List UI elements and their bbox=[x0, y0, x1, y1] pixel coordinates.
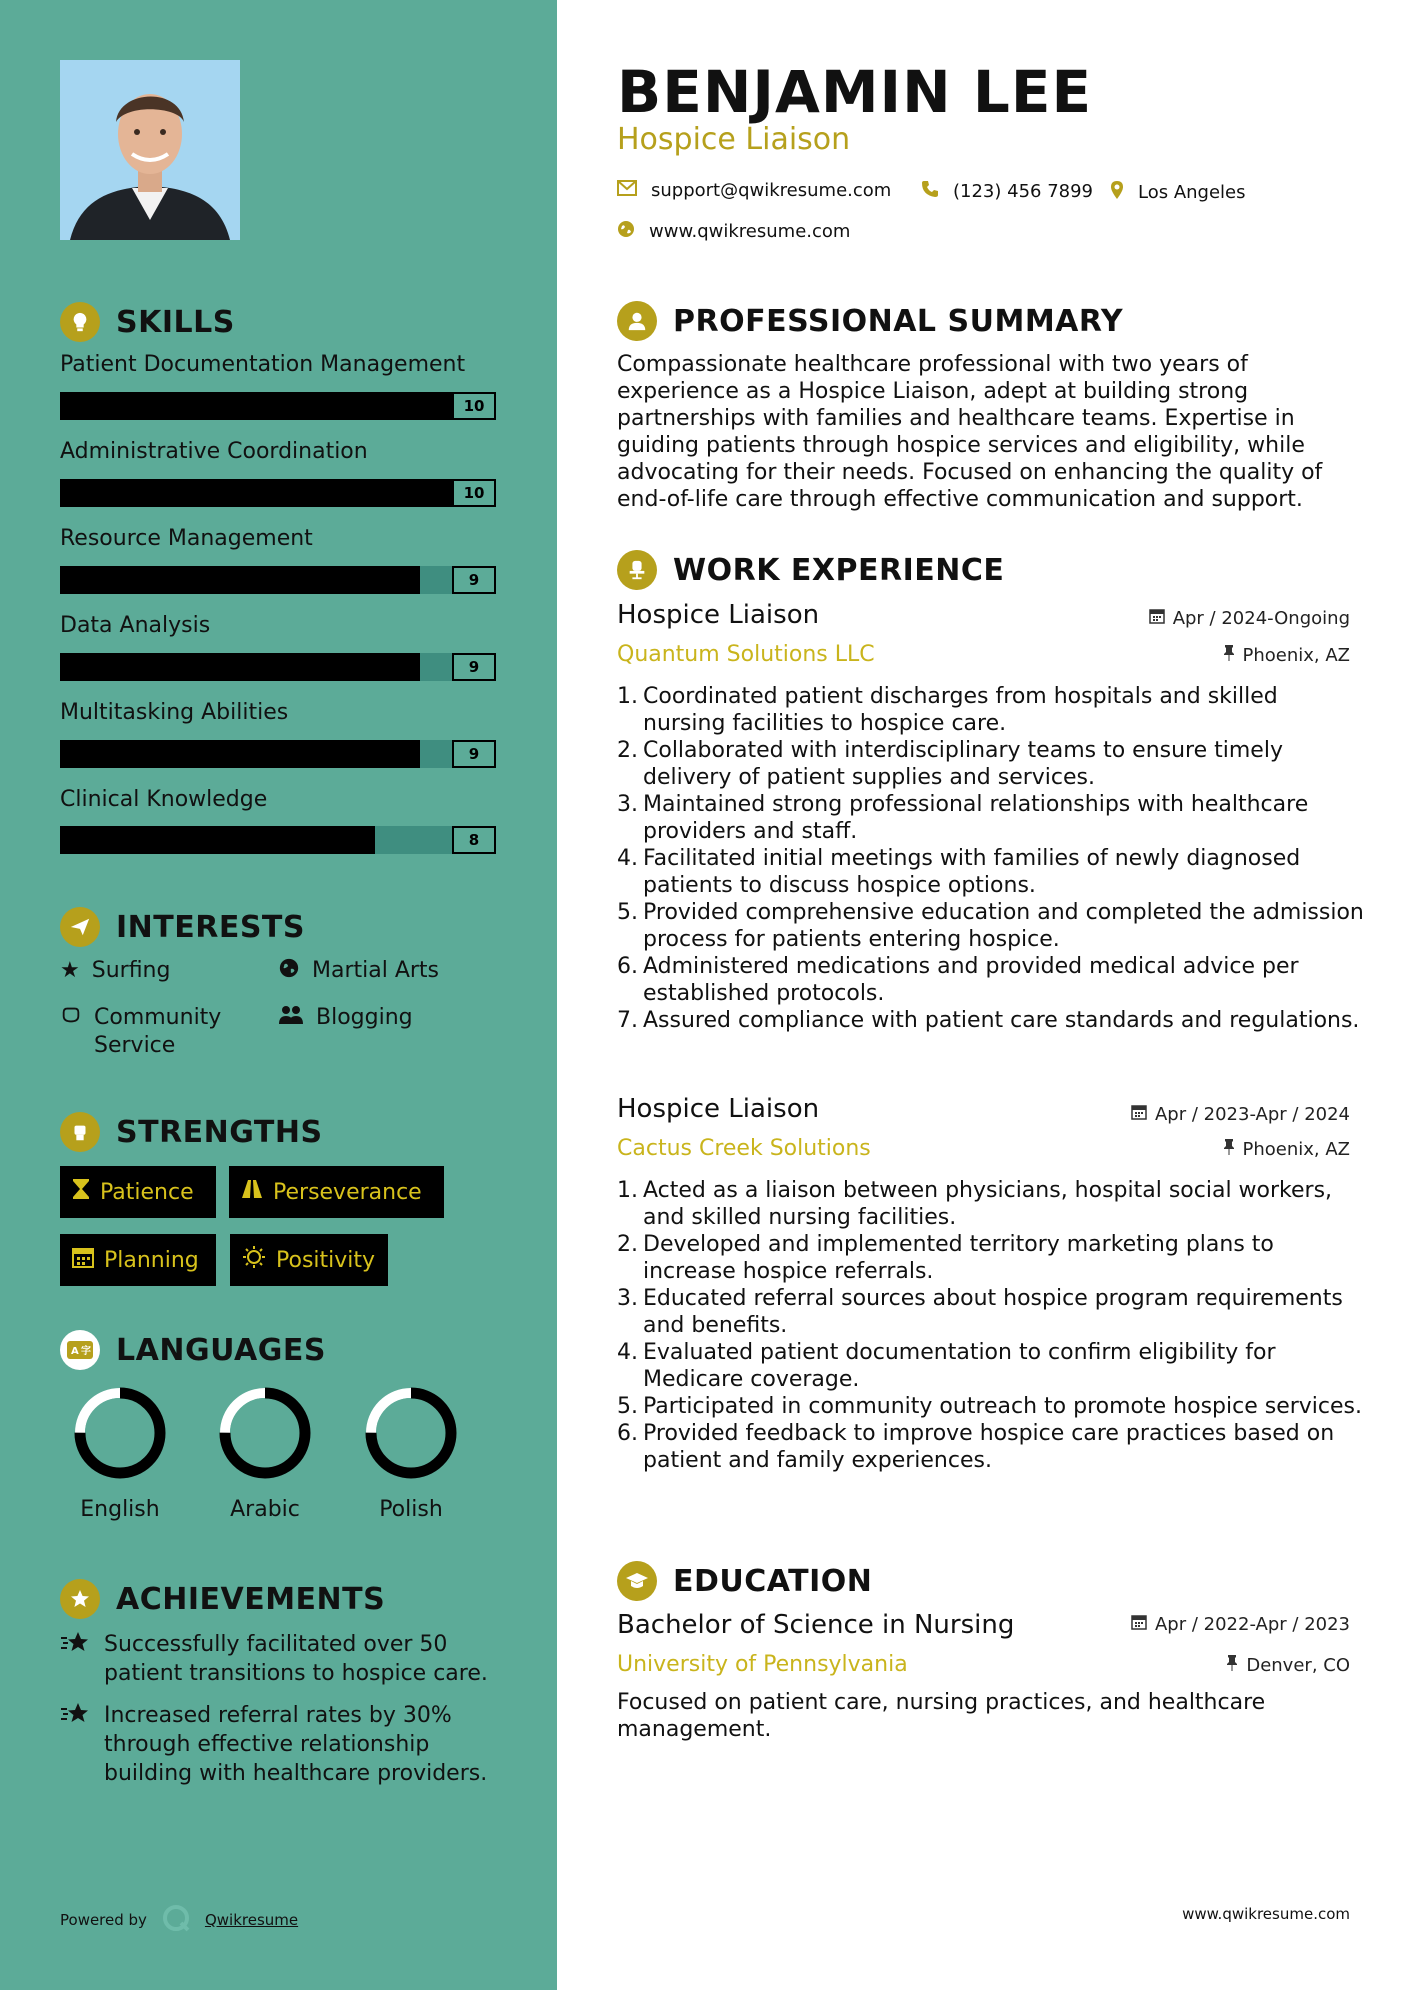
strength-chip: Planning bbox=[60, 1234, 216, 1286]
skill-level-badge: 9 bbox=[452, 566, 496, 594]
language-ring-gap bbox=[86, 1399, 154, 1467]
language-ring-gap bbox=[377, 1399, 445, 1467]
skill-level-badge: 10 bbox=[452, 392, 496, 420]
skill-name: Patient Documentation Management bbox=[60, 352, 466, 377]
footer-website[interactable]: www.qwikresume.com bbox=[1182, 1905, 1350, 1923]
skill-fill bbox=[60, 479, 456, 507]
skill-bar bbox=[60, 653, 496, 681]
list-item: 6. Provided feedback to improve hospice care practices based on patient and family experiences. bbox=[617, 1421, 1335, 1473]
contact-phone: (123) 456 7899 bbox=[921, 180, 1093, 203]
interests-title: INTERESTS bbox=[116, 909, 305, 945]
calendar-icon bbox=[1131, 1614, 1147, 1635]
job-bullets bbox=[617, 683, 1365, 1034]
language-name: Arabic bbox=[230, 1497, 300, 1522]
experience-title: WORK EXPERIENCE bbox=[673, 552, 1005, 588]
job-dates: Apr / 2024-Ongoing bbox=[1149, 608, 1350, 629]
degree-title: Bachelor of Science in Nursing bbox=[617, 1610, 1015, 1640]
language-item bbox=[341, 1383, 481, 1522]
main-content bbox=[557, 0, 1407, 1990]
interest-item: Martial Arts bbox=[278, 957, 439, 987]
list-item: 4. Facilitated initial meetings with families of newly diagnosed patients to discuss hospice options. bbox=[617, 846, 1301, 898]
skill-fill bbox=[60, 566, 420, 594]
job-title: Hospice Liaison bbox=[617, 1094, 820, 1124]
skill-name: Clinical Knowledge bbox=[60, 787, 268, 812]
list-item: 6. Administered medications and provided medical advice per established protocols. bbox=[617, 954, 1299, 1006]
job-bullets bbox=[617, 1177, 1365, 1474]
paper-plane-icon bbox=[60, 907, 100, 947]
interest-item: Blogging bbox=[278, 1004, 413, 1034]
contact-location: Los Angeles bbox=[1110, 180, 1246, 205]
skill-bar bbox=[60, 392, 496, 420]
job-dates: Apr / 2023-Apr / 2024 bbox=[1131, 1104, 1350, 1125]
achievements-heading bbox=[60, 1579, 385, 1619]
job-title: Hospice Liaison bbox=[617, 600, 820, 630]
summary-title: PROFESSIONAL SUMMARY bbox=[673, 303, 1124, 339]
skill-fill bbox=[60, 826, 375, 854]
envelope-icon bbox=[617, 180, 637, 201]
profile-photo bbox=[60, 60, 240, 240]
list-item: 1. Coordinated patient discharges from hospitals and skilled nursing facilities to hospice care. bbox=[617, 684, 1278, 736]
contact-website: www.qwikresume.com bbox=[617, 220, 850, 243]
globe-icon bbox=[617, 220, 635, 243]
list-item: 2. Collaborated with interdisciplinary teams to ensure timely delivery of patient supplies and services. bbox=[617, 738, 1283, 790]
qwikresume-link[interactable]: Qwikresume bbox=[204, 1911, 299, 1929]
education-dates: Apr / 2022-Apr / 2023 bbox=[1131, 1614, 1350, 1635]
list-item: 3. Maintained strong professional relationships with healthcare providers and staff. bbox=[617, 792, 1309, 844]
road-icon bbox=[241, 1179, 263, 1205]
svg-text:字: 字 bbox=[81, 1346, 91, 1357]
calendar-icon bbox=[1131, 1104, 1147, 1125]
language-item bbox=[50, 1383, 190, 1522]
language-name: Polish bbox=[379, 1497, 443, 1522]
skill-level-badge: 9 bbox=[452, 653, 496, 681]
pushpin-icon bbox=[1223, 1138, 1235, 1161]
education-heading bbox=[617, 1561, 872, 1601]
map-pin-icon bbox=[1110, 180, 1124, 205]
skill-fill bbox=[60, 740, 420, 768]
candidate-role: Hospice Liaison bbox=[617, 122, 851, 157]
user-icon bbox=[617, 301, 657, 341]
list-item: 4. Evaluated patient documentation to confirm eligibility for Medicare coverage. bbox=[617, 1340, 1276, 1392]
skill-name: Data Analysis bbox=[60, 613, 211, 638]
summary-text: Compassionate healthcare professional with two years of experience as a Hospice Liaison, adept at building strong partnerships with families and healthcare teams. Expertise in guiding patients through hospice services and eligibility, while advocating for their needs. Focused on enhancing the quality of end-of-life care through effective communication and support. bbox=[617, 352, 1323, 512]
list-item: 5. Participated in community outreach to promote hospice services. bbox=[617, 1394, 1362, 1419]
language-ring-gap bbox=[231, 1399, 299, 1467]
graduation-cap-icon bbox=[617, 1561, 657, 1601]
summary-heading bbox=[617, 301, 1123, 341]
star-icon: ★ bbox=[60, 958, 80, 983]
interests-heading bbox=[60, 907, 305, 947]
languages-title: LANGUAGES bbox=[116, 1332, 326, 1368]
hand-icon bbox=[60, 1004, 82, 1034]
skill-level-badge: 10 bbox=[452, 479, 496, 507]
list-item: 2. Developed and implemented territory marketing plans to increase hospice referrals. bbox=[617, 1232, 1274, 1284]
interest-item: ★ Surfing bbox=[60, 958, 171, 983]
achievements-title: ACHIEVEMENTS bbox=[116, 1581, 386, 1617]
skill-name: Multitasking Abilities bbox=[60, 700, 289, 725]
job-location: Phoenix, AZ bbox=[1223, 1138, 1351, 1161]
star-award-icon bbox=[60, 1630, 90, 1688]
star-award-icon bbox=[60, 1701, 90, 1788]
job-location: Phoenix, AZ bbox=[1223, 644, 1351, 667]
calendar-icon bbox=[72, 1246, 94, 1274]
company-name: Quantum Solutions LLC bbox=[617, 642, 875, 667]
strengths-heading bbox=[60, 1112, 323, 1152]
skill-level-badge: 8 bbox=[452, 826, 496, 854]
strengths-title: STRENGTHS bbox=[116, 1114, 323, 1150]
sidebar bbox=[0, 0, 557, 1990]
trophy-star-icon bbox=[60, 1579, 100, 1619]
candidate-name: BENJAMIN LEE bbox=[617, 58, 1093, 126]
contact-email: support@qwikresume.com bbox=[617, 180, 891, 201]
calendar-icon bbox=[1149, 608, 1165, 629]
skill-name: Resource Management bbox=[60, 526, 313, 551]
list-item: 1. Acted as a liaison between physicians, hospital social workers, and skilled nursing facilities. bbox=[617, 1178, 1333, 1230]
language-ring bbox=[215, 1383, 315, 1483]
list-item: 7. Assured compliance with patient care standards and regulations. bbox=[617, 1008, 1360, 1033]
language-ring bbox=[70, 1383, 170, 1483]
company-name: Cactus Creek Solutions bbox=[617, 1136, 871, 1161]
globe-icon bbox=[278, 957, 300, 987]
users-icon bbox=[278, 1004, 304, 1034]
skill-name: Administrative Coordination bbox=[60, 439, 368, 464]
pushpin-icon bbox=[1226, 1654, 1238, 1677]
skill-bar bbox=[60, 566, 496, 594]
strength-chip: Positivity bbox=[230, 1234, 388, 1286]
language-ring bbox=[361, 1383, 461, 1483]
skill-level-badge: 9 bbox=[452, 740, 496, 768]
strength-chip: Patience bbox=[60, 1166, 216, 1218]
language-name: English bbox=[80, 1497, 160, 1522]
phone-icon bbox=[921, 180, 939, 203]
skills-heading bbox=[60, 302, 235, 342]
skill-fill bbox=[60, 392, 456, 420]
list-item: 3. Educated referral sources about hospice program requirements and benefits. bbox=[617, 1286, 1343, 1338]
powered-by: Powered by Qwikresume bbox=[60, 1903, 298, 1937]
lightbulb-icon bbox=[60, 302, 100, 342]
skill-bar bbox=[60, 826, 496, 854]
education-description: Focused on patient care, nursing practices, and healthcare management. bbox=[617, 1690, 1266, 1742]
list-item: 5. Provided comprehensive education and completed the admission process for patients entering hospice. bbox=[617, 900, 1364, 952]
skills-title: SKILLS bbox=[116, 304, 235, 340]
achievement-item: Increased referral rates by 30% through effective relationship building with healthcare providers. bbox=[60, 1701, 500, 1788]
skill-bar bbox=[60, 479, 496, 507]
education-title: EDUCATION bbox=[673, 1563, 873, 1599]
interest-item: Community Service bbox=[60, 1004, 260, 1060]
svg-text:A: A bbox=[71, 1346, 79, 1357]
skill-fill bbox=[60, 653, 420, 681]
hourglass-icon bbox=[72, 1178, 90, 1206]
skill-bar bbox=[60, 740, 496, 768]
qwikresume-logo-icon bbox=[161, 1903, 191, 1937]
fist-icon bbox=[60, 1112, 100, 1152]
education-location: Denver, CO bbox=[1226, 1654, 1350, 1677]
pushpin-icon bbox=[1223, 644, 1235, 667]
language-item bbox=[195, 1383, 335, 1522]
chair-icon bbox=[617, 550, 657, 590]
languages-heading bbox=[60, 1330, 326, 1370]
achievement-item: Successfully facilitated over 50 patient transitions to hospice care. bbox=[60, 1630, 500, 1688]
strength-chip: Perseverance bbox=[229, 1166, 444, 1218]
language-icon bbox=[60, 1330, 100, 1370]
school-name: University of Pennsylvania bbox=[617, 1652, 908, 1677]
experience-heading bbox=[617, 550, 1004, 590]
sun-icon bbox=[242, 1245, 266, 1275]
